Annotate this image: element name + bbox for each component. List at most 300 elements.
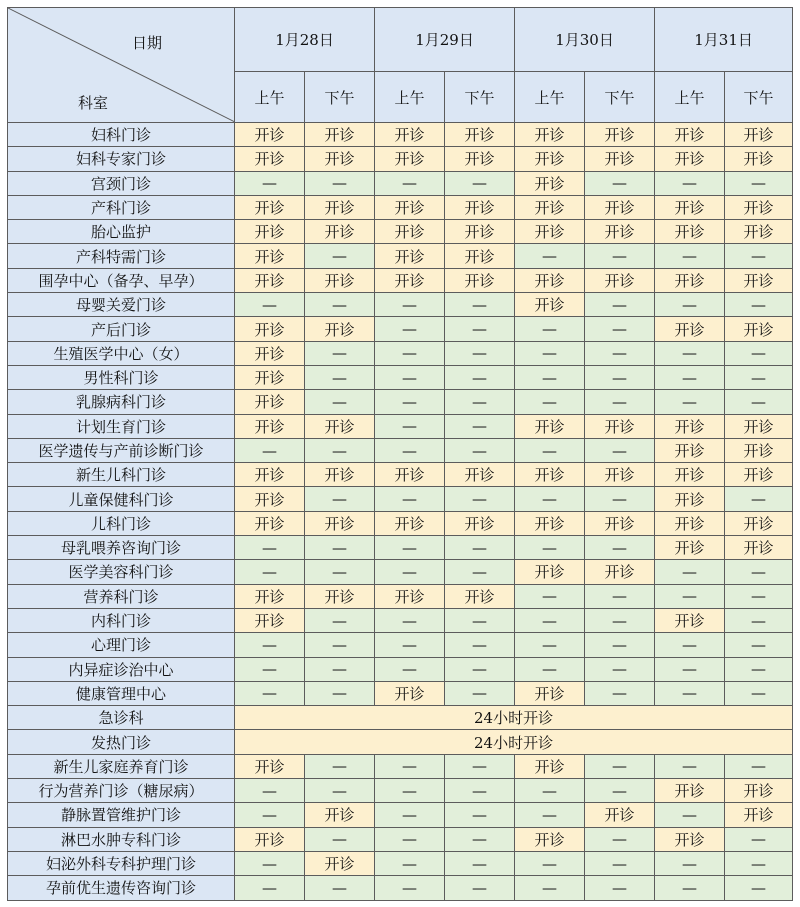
closed-status-cell: —	[655, 390, 725, 414]
all-day-open-cell: 24小时开诊	[235, 706, 793, 730]
closed-status-cell: —	[305, 365, 375, 389]
dept-name-cell: 内异症诊治中心	[8, 657, 235, 681]
closed-status-cell: —	[585, 681, 655, 705]
open-status-cell: 开诊	[305, 147, 375, 171]
closed-status-cell: —	[725, 560, 793, 584]
closed-status-cell: —	[445, 536, 515, 560]
open-status-cell: 开诊	[515, 463, 585, 487]
open-status-cell: 开诊	[445, 268, 515, 292]
closed-status-cell: —	[725, 851, 793, 875]
closed-status-cell: —	[375, 341, 445, 365]
open-status-cell: 开诊	[515, 681, 585, 705]
closed-status-cell: —	[655, 365, 725, 389]
closed-status-cell: —	[725, 657, 793, 681]
open-status-cell: 开诊	[725, 511, 793, 535]
open-status-cell: 开诊	[235, 511, 305, 535]
open-status-cell: 开诊	[305, 584, 375, 608]
open-status-cell: 开诊	[585, 147, 655, 171]
closed-status-cell: —	[375, 317, 445, 341]
closed-status-cell: —	[445, 754, 515, 778]
closed-status-cell: —	[445, 390, 515, 414]
open-status-cell: 开诊	[375, 463, 445, 487]
dept-name-cell: 计划生育门诊	[8, 414, 235, 438]
closed-status-cell: —	[375, 536, 445, 560]
dept-name-cell: 产科门诊	[8, 195, 235, 219]
open-status-cell: 开诊	[655, 317, 725, 341]
closed-status-cell: —	[725, 876, 793, 900]
closed-status-cell: —	[655, 754, 725, 778]
closed-status-cell: —	[585, 536, 655, 560]
dept-name-cell: 医学美容科门诊	[8, 560, 235, 584]
closed-status-cell: —	[445, 876, 515, 900]
closed-status-cell: —	[725, 633, 793, 657]
closed-status-cell: —	[585, 876, 655, 900]
closed-status-cell: —	[445, 803, 515, 827]
closed-status-cell: —	[445, 608, 515, 632]
open-status-cell: 开诊	[585, 414, 655, 438]
closed-status-cell: —	[375, 827, 445, 851]
open-status-cell: 开诊	[725, 317, 793, 341]
closed-status-cell: —	[235, 171, 305, 195]
open-status-cell: 开诊	[585, 511, 655, 535]
date-header-jan31: 1月31日	[655, 8, 793, 72]
open-status-cell: 开诊	[445, 195, 515, 219]
closed-status-cell: —	[375, 171, 445, 195]
open-status-cell: 开诊	[515, 123, 585, 147]
closed-status-cell: —	[375, 608, 445, 632]
open-status-cell: 开诊	[515, 293, 585, 317]
open-status-cell: 开诊	[235, 827, 305, 851]
closed-status-cell: —	[375, 633, 445, 657]
open-status-cell: 开诊	[655, 123, 725, 147]
closed-status-cell: —	[725, 341, 793, 365]
table-row	[8, 171, 793, 195]
dept-name-cell: 乳腺病科门诊	[8, 390, 235, 414]
open-status-cell: 开诊	[235, 244, 305, 268]
closed-status-cell: —	[585, 633, 655, 657]
closed-status-cell: —	[305, 293, 375, 317]
closed-status-cell: —	[585, 657, 655, 681]
open-status-cell: 开诊	[235, 147, 305, 171]
table-row	[8, 511, 793, 535]
closed-status-cell: —	[585, 827, 655, 851]
date-header-jan28: 1月28日	[235, 8, 375, 72]
closed-status-cell: —	[445, 633, 515, 657]
closed-status-cell: —	[305, 560, 375, 584]
period-header: 上午	[375, 72, 445, 123]
closed-status-cell: —	[235, 851, 305, 875]
open-status-cell: 开诊	[655, 536, 725, 560]
open-status-cell: 开诊	[655, 414, 725, 438]
open-status-cell: 开诊	[585, 195, 655, 219]
dept-name-cell: 妇泌外科专科护理门诊	[8, 851, 235, 875]
open-status-cell: 开诊	[725, 803, 793, 827]
open-status-cell: 开诊	[585, 123, 655, 147]
open-status-cell: 开诊	[375, 511, 445, 535]
open-status-cell: 开诊	[655, 608, 725, 632]
open-status-cell: 开诊	[445, 463, 515, 487]
open-status-cell: 开诊	[305, 123, 375, 147]
open-status-cell: 开诊	[235, 608, 305, 632]
closed-status-cell: —	[445, 438, 515, 462]
dept-name-cell: 医学遗传与产前诊断门诊	[8, 438, 235, 462]
table-row	[8, 365, 793, 389]
table-row	[8, 123, 793, 147]
closed-status-cell: —	[375, 779, 445, 803]
closed-status-cell: —	[655, 560, 725, 584]
closed-status-cell: —	[655, 341, 725, 365]
closed-status-cell: —	[585, 171, 655, 195]
closed-status-cell: —	[585, 244, 655, 268]
closed-status-cell: —	[725, 681, 793, 705]
closed-status-cell: —	[445, 851, 515, 875]
open-status-cell: 开诊	[725, 463, 793, 487]
schedule-table-wrapper	[7, 7, 793, 901]
open-status-cell: 开诊	[655, 147, 725, 171]
closed-status-cell: —	[375, 365, 445, 389]
open-status-cell: 开诊	[725, 414, 793, 438]
closed-status-cell: —	[515, 608, 585, 632]
open-status-cell: 开诊	[515, 511, 585, 535]
closed-status-cell: —	[375, 438, 445, 462]
table-row	[8, 754, 793, 778]
closed-status-cell: —	[515, 341, 585, 365]
open-status-cell: 开诊	[235, 317, 305, 341]
table-row	[8, 414, 793, 438]
open-status-cell: 开诊	[655, 779, 725, 803]
closed-status-cell: —	[445, 827, 515, 851]
open-status-cell: 开诊	[585, 463, 655, 487]
closed-status-cell: —	[305, 244, 375, 268]
open-status-cell: 开诊	[655, 511, 725, 535]
closed-status-cell: —	[725, 293, 793, 317]
closed-status-cell: —	[655, 171, 725, 195]
open-status-cell: 开诊	[305, 511, 375, 535]
closed-status-cell: —	[725, 365, 793, 389]
closed-status-cell: —	[375, 487, 445, 511]
closed-status-cell: —	[655, 876, 725, 900]
closed-status-cell: —	[585, 341, 655, 365]
closed-status-cell: —	[515, 803, 585, 827]
open-status-cell: 开诊	[515, 220, 585, 244]
table-row	[8, 390, 793, 414]
open-status-cell: 开诊	[235, 268, 305, 292]
closed-status-cell: —	[585, 487, 655, 511]
closed-status-cell: —	[585, 365, 655, 389]
open-status-cell: 开诊	[515, 147, 585, 171]
open-status-cell: 开诊	[235, 390, 305, 414]
table-row	[8, 876, 793, 900]
closed-status-cell: —	[375, 803, 445, 827]
table-row	[8, 851, 793, 875]
closed-status-cell: —	[725, 244, 793, 268]
dept-name-cell: 心理门诊	[8, 633, 235, 657]
closed-status-cell: —	[585, 293, 655, 317]
closed-status-cell: —	[445, 779, 515, 803]
closed-status-cell: —	[515, 657, 585, 681]
closed-status-cell: —	[305, 779, 375, 803]
table-row	[8, 244, 793, 268]
closed-status-cell: —	[515, 851, 585, 875]
table-row	[8, 220, 793, 244]
open-status-cell: 开诊	[375, 681, 445, 705]
open-status-cell: 开诊	[445, 220, 515, 244]
open-status-cell: 开诊	[655, 827, 725, 851]
closed-status-cell: —	[445, 487, 515, 511]
open-status-cell: 开诊	[725, 220, 793, 244]
closed-status-cell: —	[235, 681, 305, 705]
open-status-cell: 开诊	[235, 487, 305, 511]
period-header: 上午	[515, 72, 585, 123]
closed-status-cell: —	[725, 390, 793, 414]
open-status-cell: 开诊	[515, 195, 585, 219]
open-status-cell: 开诊	[235, 463, 305, 487]
closed-status-cell: —	[375, 754, 445, 778]
closed-status-cell: —	[305, 487, 375, 511]
closed-status-cell: —	[235, 293, 305, 317]
period-header: 下午	[725, 72, 793, 123]
closed-status-cell: —	[725, 171, 793, 195]
closed-status-cell: —	[515, 876, 585, 900]
open-status-cell: 开诊	[445, 123, 515, 147]
closed-status-cell: —	[235, 803, 305, 827]
closed-status-cell: —	[375, 657, 445, 681]
dept-axis-label: 科室	[78, 94, 109, 112]
closed-status-cell: —	[585, 438, 655, 462]
open-status-cell: 开诊	[235, 414, 305, 438]
closed-status-cell: —	[305, 876, 375, 900]
open-status-cell: 开诊	[235, 123, 305, 147]
open-status-cell: 开诊	[725, 147, 793, 171]
open-status-cell: 开诊	[305, 220, 375, 244]
table-row	[8, 706, 793, 730]
table-row	[8, 487, 793, 511]
closed-status-cell: —	[445, 365, 515, 389]
closed-status-cell: —	[585, 754, 655, 778]
closed-status-cell: —	[375, 390, 445, 414]
date-header-jan30: 1月30日	[515, 8, 655, 72]
open-status-cell: 开诊	[725, 195, 793, 219]
open-status-cell: 开诊	[655, 268, 725, 292]
closed-status-cell: —	[375, 851, 445, 875]
schedule-body	[8, 123, 793, 901]
closed-status-cell: —	[585, 317, 655, 341]
table-row	[8, 803, 793, 827]
open-status-cell: 开诊	[585, 803, 655, 827]
table-row	[8, 657, 793, 681]
dept-name-cell: 儿童保健科门诊	[8, 487, 235, 511]
closed-status-cell: —	[515, 317, 585, 341]
closed-status-cell: —	[235, 560, 305, 584]
open-status-cell: 开诊	[585, 220, 655, 244]
dept-name-cell: 妇科门诊	[8, 123, 235, 147]
closed-status-cell: —	[305, 536, 375, 560]
open-status-cell: 开诊	[305, 803, 375, 827]
closed-status-cell: —	[585, 608, 655, 632]
dept-name-cell: 发热门诊	[8, 730, 235, 754]
period-header: 上午	[655, 72, 725, 123]
table-row	[8, 730, 793, 754]
closed-status-cell: —	[445, 293, 515, 317]
open-status-cell: 开诊	[305, 463, 375, 487]
open-status-cell: 开诊	[235, 754, 305, 778]
open-status-cell: 开诊	[655, 195, 725, 219]
table-row	[8, 827, 793, 851]
open-status-cell: 开诊	[375, 147, 445, 171]
open-status-cell: 开诊	[515, 754, 585, 778]
open-status-cell: 开诊	[725, 268, 793, 292]
open-status-cell: 开诊	[515, 171, 585, 195]
open-status-cell: 开诊	[725, 536, 793, 560]
dept-name-cell: 新生儿科门诊	[8, 463, 235, 487]
open-status-cell: 开诊	[375, 220, 445, 244]
closed-status-cell: —	[725, 487, 793, 511]
closed-status-cell: —	[725, 754, 793, 778]
open-status-cell: 开诊	[655, 438, 725, 462]
closed-status-cell: —	[305, 681, 375, 705]
closed-status-cell: —	[725, 584, 793, 608]
closed-status-cell: —	[515, 390, 585, 414]
table-row	[8, 317, 793, 341]
open-status-cell: 开诊	[235, 220, 305, 244]
table-row	[8, 608, 793, 632]
table-row	[8, 536, 793, 560]
closed-status-cell: —	[305, 171, 375, 195]
open-status-cell: 开诊	[515, 560, 585, 584]
table-row	[8, 779, 793, 803]
dept-name-cell: 儿科门诊	[8, 511, 235, 535]
closed-status-cell: —	[305, 754, 375, 778]
open-status-cell: 开诊	[305, 317, 375, 341]
closed-status-cell: —	[305, 341, 375, 365]
open-status-cell: 开诊	[375, 268, 445, 292]
closed-status-cell: —	[585, 390, 655, 414]
closed-status-cell: —	[655, 851, 725, 875]
dept-name-cell: 静脉置管维护门诊	[8, 803, 235, 827]
table-row	[8, 195, 793, 219]
closed-status-cell: —	[235, 779, 305, 803]
closed-status-cell: —	[305, 608, 375, 632]
closed-status-cell: —	[445, 317, 515, 341]
period-header: 下午	[445, 72, 515, 123]
closed-status-cell: —	[655, 681, 725, 705]
open-status-cell: 开诊	[585, 560, 655, 584]
clinic-schedule-table	[7, 7, 793, 901]
closed-status-cell: —	[515, 779, 585, 803]
all-day-open-cell: 24小时开诊	[235, 730, 793, 754]
period-header: 下午	[585, 72, 655, 123]
table-row	[8, 341, 793, 365]
open-status-cell: 开诊	[725, 123, 793, 147]
open-status-cell: 开诊	[305, 195, 375, 219]
closed-status-cell: —	[515, 438, 585, 462]
closed-status-cell: —	[445, 414, 515, 438]
open-status-cell: 开诊	[655, 220, 725, 244]
open-status-cell: 开诊	[445, 244, 515, 268]
open-status-cell: 开诊	[445, 511, 515, 535]
open-status-cell: 开诊	[305, 268, 375, 292]
open-status-cell: 开诊	[655, 487, 725, 511]
closed-status-cell: —	[445, 560, 515, 584]
closed-status-cell: —	[375, 560, 445, 584]
dept-name-cell: 内科门诊	[8, 608, 235, 632]
open-status-cell: 开诊	[515, 827, 585, 851]
closed-status-cell: —	[585, 779, 655, 803]
dept-name-cell: 营养科门诊	[8, 584, 235, 608]
period-header: 下午	[305, 72, 375, 123]
dept-name-cell: 健康管理中心	[8, 681, 235, 705]
dept-name-cell: 孕前优生遗传咨询门诊	[8, 876, 235, 900]
dept-name-cell: 围孕中心（备孕、早孕）	[8, 268, 235, 292]
closed-status-cell: —	[655, 244, 725, 268]
closed-status-cell: —	[515, 633, 585, 657]
open-status-cell: 开诊	[655, 463, 725, 487]
closed-status-cell: —	[515, 244, 585, 268]
date-header-jan29: 1月29日	[375, 8, 515, 72]
closed-status-cell: —	[235, 876, 305, 900]
table-row	[8, 681, 793, 705]
dept-name-cell: 产科特需门诊	[8, 244, 235, 268]
open-status-cell: 开诊	[515, 268, 585, 292]
closed-status-cell: —	[725, 827, 793, 851]
closed-status-cell: —	[375, 414, 445, 438]
closed-status-cell: —	[445, 657, 515, 681]
dept-name-cell: 急诊科	[8, 706, 235, 730]
open-status-cell: 开诊	[235, 341, 305, 365]
dept-name-cell: 胎心监护	[8, 220, 235, 244]
dept-name-cell: 行为营养门诊（糖尿病）	[8, 779, 235, 803]
open-status-cell: 开诊	[235, 584, 305, 608]
closed-status-cell: —	[655, 657, 725, 681]
closed-status-cell: —	[515, 536, 585, 560]
dept-name-cell: 妇科专家门诊	[8, 147, 235, 171]
closed-status-cell: —	[305, 438, 375, 462]
closed-status-cell: —	[725, 608, 793, 632]
table-row	[8, 147, 793, 171]
open-status-cell: 开诊	[235, 195, 305, 219]
period-header: 上午	[235, 72, 305, 123]
closed-status-cell: —	[445, 681, 515, 705]
open-status-cell: 开诊	[375, 584, 445, 608]
table-row	[8, 463, 793, 487]
dept-name-cell: 产后门诊	[8, 317, 235, 341]
closed-status-cell: —	[655, 803, 725, 827]
open-status-cell: 开诊	[445, 584, 515, 608]
open-status-cell: 开诊	[375, 123, 445, 147]
table-row	[8, 268, 793, 292]
open-status-cell: 开诊	[375, 195, 445, 219]
open-status-cell: 开诊	[725, 438, 793, 462]
closed-status-cell: —	[235, 438, 305, 462]
date-axis-label: 日期	[132, 34, 163, 52]
open-status-cell: 开诊	[515, 414, 585, 438]
closed-status-cell: —	[445, 341, 515, 365]
closed-status-cell: —	[515, 365, 585, 389]
closed-status-cell: —	[655, 633, 725, 657]
dept-name-cell: 宫颈门诊	[8, 171, 235, 195]
dept-name-cell: 母乳喂养咨询门诊	[8, 536, 235, 560]
dept-name-cell: 男性科门诊	[8, 365, 235, 389]
closed-status-cell: —	[305, 827, 375, 851]
corner-diagonal-line	[8, 8, 235, 122]
closed-status-cell: —	[445, 171, 515, 195]
closed-status-cell: —	[515, 584, 585, 608]
closed-status-cell: —	[655, 293, 725, 317]
table-row	[8, 438, 793, 462]
closed-status-cell: —	[235, 657, 305, 681]
closed-status-cell: —	[235, 536, 305, 560]
dept-name-cell: 新生儿家庭养育门诊	[8, 754, 235, 778]
